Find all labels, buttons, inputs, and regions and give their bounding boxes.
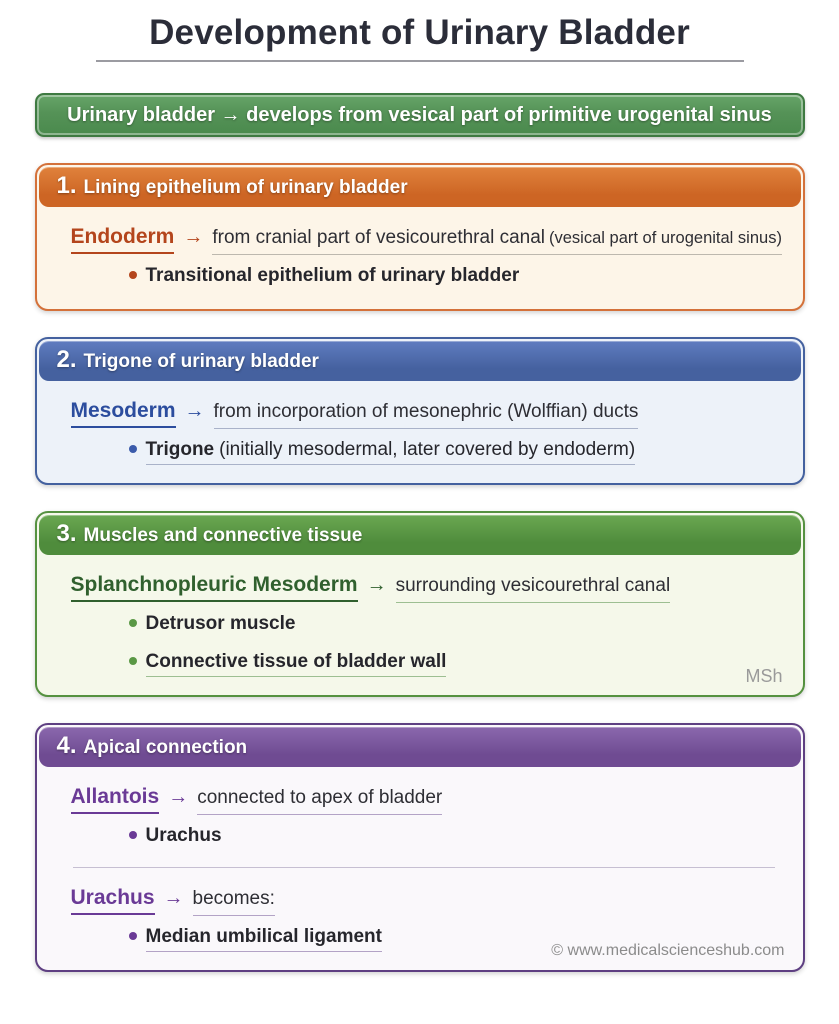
term-description [197,787,442,815]
bullet-dot-icon [129,932,137,940]
bullet-dot-icon [129,271,137,279]
section-title: Muscles and connective tissue [83,525,363,546]
page-title: Development of Urinary Bladder [149,13,690,52]
section-card-lining-epithelium [35,163,805,311]
bullet-dot-icon [129,445,137,453]
section-header [39,341,801,381]
term-description [396,575,671,603]
section-title: Apical connection [83,737,248,758]
bullet-dot-icon [129,831,137,839]
description-text: becomes: [192,888,275,909]
description-note: (vesical part of urogenital sinus) [549,229,782,247]
bullet-item [129,651,777,673]
description-text: connected to apex of bladder [197,787,443,808]
arrow-icon: → [184,400,205,422]
summary-banner [35,93,805,137]
bullet-dot-icon [129,619,137,627]
arrow-icon: → [183,226,204,248]
term-label: Endoderm [71,225,175,254]
bullet-item [129,265,777,287]
bullet-item [129,439,777,461]
term-line [71,573,777,597]
term-label: Splanchnopleuric Mesoderm [71,573,358,602]
title-underline [96,60,744,62]
description-text: from incorporation of mesonephric (Wolffian) ducts [213,401,639,422]
section-title: Trigone of urinary bladder [83,351,319,372]
arrow-icon: → [163,887,184,909]
bullet-item [129,613,777,635]
bullet-text: Detrusor muscle [145,613,296,634]
arrow-icon: → [168,786,189,808]
bullet-text: Urachus [145,825,222,846]
section-title: Lining epithelium of urinary bladder [83,177,408,198]
description-text: from cranial part of vesicourethral canal [212,227,545,248]
section-card-apical-connection [35,723,805,972]
term-label: Allantois [71,785,160,814]
section-body [37,209,803,309]
infographic-page [35,0,805,972]
section-header [39,727,801,767]
term-label: Urachus [71,886,155,915]
section-body [37,769,803,970]
arrow-icon: → [366,574,387,596]
term-description [212,227,782,255]
term-line [71,785,777,809]
section-number: 3. [56,520,77,547]
term-line [71,399,777,423]
term-label: Mesoderm [71,399,176,428]
bullet-item [129,825,777,847]
section-number: 2. [56,346,77,373]
term-description [193,888,275,916]
bullet-dot-icon [129,657,137,665]
title-block [35,0,805,62]
watermark: MSh [745,666,783,686]
summary-banner-text: Urinary bladder → develops from vesical part of primitive urogenital sinus [67,104,772,126]
section-body [37,557,803,695]
term-line [71,886,777,910]
section-number: 4. [56,732,77,759]
section-header [39,515,801,555]
description-text: surrounding vesicourethral canal [395,575,671,596]
term-description [214,401,639,429]
section-body [37,383,803,483]
bullet-lead: Trigone [145,439,215,460]
section-divider [73,867,775,868]
section-number: 1. [56,172,77,199]
section-card-trigone [35,337,805,485]
bullet-text-underlined: Connective tissue of bladder wall [146,651,447,677]
bullet-text-underlined: Median umbilical ligament [146,926,383,952]
credit-url: © www.medicalscienceshub.com [551,942,785,959]
section-header [39,167,801,207]
bullet-rest: (initially mesodermal, later covered by endoderm) [219,439,636,460]
bullet-text: Transitional epithelium of urinary bladder [145,265,520,286]
term-line [70,225,782,249]
section-card-muscles [35,511,805,697]
bullet-text-underlined [146,439,636,465]
